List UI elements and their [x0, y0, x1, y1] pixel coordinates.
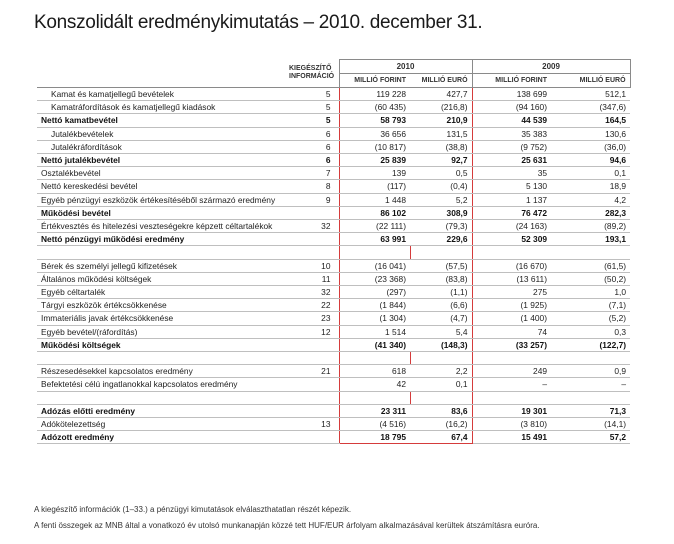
- header-blank: [37, 60, 285, 74]
- value-huf-2010: 42: [339, 378, 410, 391]
- value-eur-2009: (89,2): [551, 220, 630, 233]
- spacer-cell: [339, 352, 410, 365]
- income-statement-table: [37, 59, 630, 444]
- value-huf-2010: (23 368): [339, 272, 410, 285]
- value-huf-2010: 58 793: [339, 114, 410, 127]
- value-eur-2010: 210,9: [410, 114, 472, 127]
- row-note: 23: [285, 312, 339, 325]
- note-column-header: [285, 60, 339, 88]
- value-eur-2009: (36,0): [551, 140, 630, 153]
- row-label: Nettó kamatbevétel: [37, 114, 285, 127]
- value-eur-2010: (6,6): [410, 299, 472, 312]
- row-note: 5: [285, 101, 339, 114]
- spacer-cell: [339, 246, 410, 259]
- row-label: Egyéb pénzügyi eszközök értékesítéséből származó eredmény: [37, 193, 285, 206]
- value-huf-2009: (1 400): [472, 312, 551, 325]
- value-huf-2010: 618: [339, 365, 410, 378]
- value-eur-2010: (83,8): [410, 272, 472, 285]
- value-huf-2010: (60 435): [339, 101, 410, 114]
- value-huf-2009: 25 631: [472, 154, 551, 167]
- table-row: [37, 431, 630, 444]
- row-label: Immateriális javak értékcsökkenése: [37, 312, 285, 325]
- table-row: [37, 167, 630, 180]
- value-huf-2009: 44 539: [472, 114, 551, 127]
- row-note: [285, 378, 339, 391]
- value-huf-2009: 15 491: [472, 431, 551, 444]
- value-eur-2009: 57,2: [551, 431, 630, 444]
- spacer-cell: [551, 352, 630, 365]
- value-huf-2010: 25 839: [339, 154, 410, 167]
- value-eur-2010: (38,8): [410, 140, 472, 153]
- row-note: [285, 404, 339, 417]
- value-eur-2009: (122,7): [551, 338, 630, 351]
- spacer-cell: [551, 246, 630, 259]
- row-label: Adózott eredmény: [37, 431, 285, 444]
- value-huf-2010: 1 514: [339, 325, 410, 338]
- row-note: 13: [285, 418, 339, 431]
- table-row: [37, 140, 630, 153]
- value-eur-2010: 2,2: [410, 365, 472, 378]
- value-huf-2010: 23 311: [339, 404, 410, 417]
- value-eur-2009: –: [551, 378, 630, 391]
- row-note: 32: [285, 286, 339, 299]
- table-row: [37, 127, 630, 140]
- row-note: 5: [285, 88, 339, 101]
- value-eur-2010: (57,5): [410, 259, 472, 272]
- spacer-cell: [37, 391, 285, 404]
- value-huf-2009: 275: [472, 286, 551, 299]
- value-eur-2009: 94,6: [551, 154, 630, 167]
- row-label: Egyéb céltartalék: [37, 286, 285, 299]
- row-note: 7: [285, 167, 339, 180]
- value-eur-2010: 427,7: [410, 88, 472, 101]
- row-label: Egyéb bevétel/(ráfordítás): [37, 325, 285, 338]
- value-huf-2010: (117): [339, 180, 410, 193]
- row-note: 5: [285, 114, 339, 127]
- value-eur-2009: (61,5): [551, 259, 630, 272]
- spacer-cell: [472, 246, 551, 259]
- row-label: Értékvesztés és hitelezési veszteségekre képzett céltartalékok: [37, 220, 285, 233]
- table-row: [37, 154, 630, 167]
- year-2010-header: 2010: [339, 60, 472, 74]
- table-row: [37, 272, 630, 285]
- row-note: [285, 431, 339, 444]
- value-huf-2009: 35 383: [472, 127, 551, 140]
- table-row: [37, 312, 630, 325]
- value-eur-2009: 1,0: [551, 286, 630, 299]
- value-eur-2009: 4,2: [551, 193, 630, 206]
- value-eur-2010: 0,5: [410, 167, 472, 180]
- value-huf-2009: 76 472: [472, 206, 551, 219]
- value-eur-2010: 229,6: [410, 233, 472, 246]
- row-label: Adókötelezettség: [37, 418, 285, 431]
- row-note: [285, 338, 339, 351]
- value-huf-2010: (41 340): [339, 338, 410, 351]
- value-huf-2009: (1 925): [472, 299, 551, 312]
- table-row: [37, 220, 630, 233]
- table-row: [37, 286, 630, 299]
- value-huf-2009: (9 752): [472, 140, 551, 153]
- value-eur-2010: (148,3): [410, 338, 472, 351]
- footnote-1: A kiegészítő információk (1–33.) a pénzügyi kimutatások elválaszthatatlan részét képezik.: [34, 505, 352, 514]
- value-eur-2010: 67,4: [410, 431, 472, 444]
- value-eur-2009: 130,6: [551, 127, 630, 140]
- row-note: 6: [285, 154, 339, 167]
- value-eur-2009: 512,1: [551, 88, 630, 101]
- row-label: Nettó kereskedési bevétel: [37, 180, 285, 193]
- value-eur-2009: (14,1): [551, 418, 630, 431]
- table-row: [37, 259, 630, 272]
- value-huf-2010: 139: [339, 167, 410, 180]
- year-2009-header: 2009: [472, 60, 630, 74]
- row-note: 32: [285, 220, 339, 233]
- spacer-cell: [551, 391, 630, 404]
- value-huf-2009: (33 257): [472, 338, 551, 351]
- value-huf-2010: (16 041): [339, 259, 410, 272]
- value-huf-2010: (1 304): [339, 312, 410, 325]
- spacer-row: [37, 391, 630, 404]
- col-huf-2009: MILLIÓ FORINT: [472, 74, 551, 88]
- value-huf-2009: (94 160): [472, 101, 551, 114]
- value-huf-2009: 249: [472, 365, 551, 378]
- table-row: [37, 404, 630, 417]
- spacer-cell: [472, 352, 551, 365]
- value-eur-2010: (4,7): [410, 312, 472, 325]
- table-row: [37, 378, 630, 391]
- value-eur-2009: (7,1): [551, 299, 630, 312]
- table-row: [37, 180, 630, 193]
- value-huf-2010: (1 844): [339, 299, 410, 312]
- row-note: [285, 233, 339, 246]
- note-header-line2: INFORMÁCIÓ: [289, 73, 335, 81]
- row-note: 11: [285, 272, 339, 285]
- value-huf-2010: (297): [339, 286, 410, 299]
- value-huf-2009: (24 163): [472, 220, 551, 233]
- value-huf-2010: (10 817): [339, 140, 410, 153]
- value-eur-2010: 131,5: [410, 127, 472, 140]
- value-eur-2010: 92,7: [410, 154, 472, 167]
- spacer-cell: [472, 391, 551, 404]
- row-label: Befektetési célú ingatlanokkal kapcsolatos eredmény: [37, 378, 285, 391]
- value-huf-2009: (3 810): [472, 418, 551, 431]
- spacer-cell: [410, 391, 472, 404]
- row-note: 8: [285, 180, 339, 193]
- value-huf-2009: (13 611): [472, 272, 551, 285]
- row-note: 6: [285, 127, 339, 140]
- value-huf-2009: 52 309: [472, 233, 551, 246]
- value-huf-2010: (22 111): [339, 220, 410, 233]
- value-eur-2009: (50,2): [551, 272, 630, 285]
- spacer-cell: [410, 246, 472, 259]
- row-label: Kamat és kamatjellegű bevételek: [37, 88, 285, 101]
- value-huf-2010: 119 228: [339, 88, 410, 101]
- footnote-2: A fenti összegek az MNB által a vonatkozó év utolsó munkanapján közzé tett HUF/EUR árfolyam alkalmazásával kerültek átszámításra euróra.: [34, 521, 540, 530]
- value-huf-2010: 18 795: [339, 431, 410, 444]
- value-huf-2009: 35: [472, 167, 551, 180]
- row-label: Jutalékbevételek: [37, 127, 285, 140]
- value-eur-2009: (347,6): [551, 101, 630, 114]
- value-eur-2010: 0,1: [410, 378, 472, 391]
- value-huf-2010: (4 516): [339, 418, 410, 431]
- table-row: [37, 233, 630, 246]
- value-eur-2010: (1,1): [410, 286, 472, 299]
- row-note: 21: [285, 365, 339, 378]
- value-eur-2010: (79,3): [410, 220, 472, 233]
- row-note: 10: [285, 259, 339, 272]
- row-note: 9: [285, 193, 339, 206]
- row-label: Nettó jutalékbevétel: [37, 154, 285, 167]
- row-note: 6: [285, 140, 339, 153]
- value-huf-2009: (16 670): [472, 259, 551, 272]
- value-eur-2010: 83,6: [410, 404, 472, 417]
- header-blank-2: [37, 74, 285, 88]
- spacer-cell: [37, 352, 285, 365]
- row-label: Nettó pénzügyi működési eredmény: [37, 233, 285, 246]
- row-note: [285, 206, 339, 219]
- value-eur-2010: 5,2: [410, 193, 472, 206]
- value-huf-2010: 86 102: [339, 206, 410, 219]
- row-label: Jutalékráfordítások: [37, 140, 285, 153]
- table-row: [37, 114, 630, 127]
- value-eur-2009: 0,1: [551, 167, 630, 180]
- page-title: Konszolidált eredménykimutatás – 2010. december 31.: [34, 12, 483, 33]
- row-label: Részesedésekkel kapcsolatos eredmény: [37, 365, 285, 378]
- value-eur-2010: (0,4): [410, 180, 472, 193]
- spacer-row: [37, 246, 630, 259]
- spacer-row: [37, 352, 630, 365]
- note-header-line1: KIEGÉSZÍTŐ: [289, 65, 332, 73]
- value-huf-2009: 74: [472, 325, 551, 338]
- value-huf-2009: 138 699: [472, 88, 551, 101]
- spacer-cell: [410, 352, 472, 365]
- table-row: [37, 206, 630, 219]
- spacer-cell: [285, 391, 339, 404]
- value-eur-2009: 0,9: [551, 365, 630, 378]
- value-eur-2009: 193,1: [551, 233, 630, 246]
- row-label: Működési bevétel: [37, 206, 285, 219]
- table-row: [37, 325, 630, 338]
- row-label: Működési költségek: [37, 338, 285, 351]
- row-label: Általános működési költségek: [37, 272, 285, 285]
- spacer-cell: [339, 391, 410, 404]
- table-row: [37, 299, 630, 312]
- value-eur-2009: 282,3: [551, 206, 630, 219]
- value-huf-2009: 1 137: [472, 193, 551, 206]
- row-label: Kamatráfordítások és kamatjellegű kiadások: [37, 101, 285, 114]
- value-huf-2009: 5 130: [472, 180, 551, 193]
- row-label: Tárgyi eszközök értékcsökkenése: [37, 299, 285, 312]
- spacer-cell: [285, 352, 339, 365]
- value-eur-2010: (216,8): [410, 101, 472, 114]
- table-row: [37, 365, 630, 378]
- table-row: [37, 101, 630, 114]
- spacer-cell: [37, 246, 285, 259]
- value-eur-2009: 0,3: [551, 325, 630, 338]
- value-huf-2010: 63 991: [339, 233, 410, 246]
- value-eur-2009: 164,5: [551, 114, 630, 127]
- value-eur-2010: 308,9: [410, 206, 472, 219]
- value-eur-2009: 18,9: [551, 180, 630, 193]
- row-note: 22: [285, 299, 339, 312]
- value-huf-2010: 36 656: [339, 127, 410, 140]
- row-label: Adózás előtti eredmény: [37, 404, 285, 417]
- value-eur-2010: 5,4: [410, 325, 472, 338]
- row-label: Osztalékbevétel: [37, 167, 285, 180]
- value-huf-2010: 1 448: [339, 193, 410, 206]
- table-row: [37, 88, 630, 101]
- value-eur-2010: (16,2): [410, 418, 472, 431]
- table-row: [37, 418, 630, 431]
- col-eur-2010: MILLIÓ EURÓ: [421, 77, 468, 84]
- col-eur-2009: MILLIÓ EURÓ: [551, 74, 630, 88]
- table-row: [37, 338, 630, 351]
- row-note: 12: [285, 325, 339, 338]
- value-huf-2009: –: [472, 378, 551, 391]
- col-huf-2010: MILLIÓ FORINT: [339, 74, 410, 88]
- table-row: [37, 193, 630, 206]
- row-label: Bérek és személyi jellegű kifizetések: [37, 259, 285, 272]
- value-huf-2009: 19 301: [472, 404, 551, 417]
- spacer-cell: [285, 246, 339, 259]
- value-eur-2009: 71,3: [551, 404, 630, 417]
- value-eur-2009: (5,2): [551, 312, 630, 325]
